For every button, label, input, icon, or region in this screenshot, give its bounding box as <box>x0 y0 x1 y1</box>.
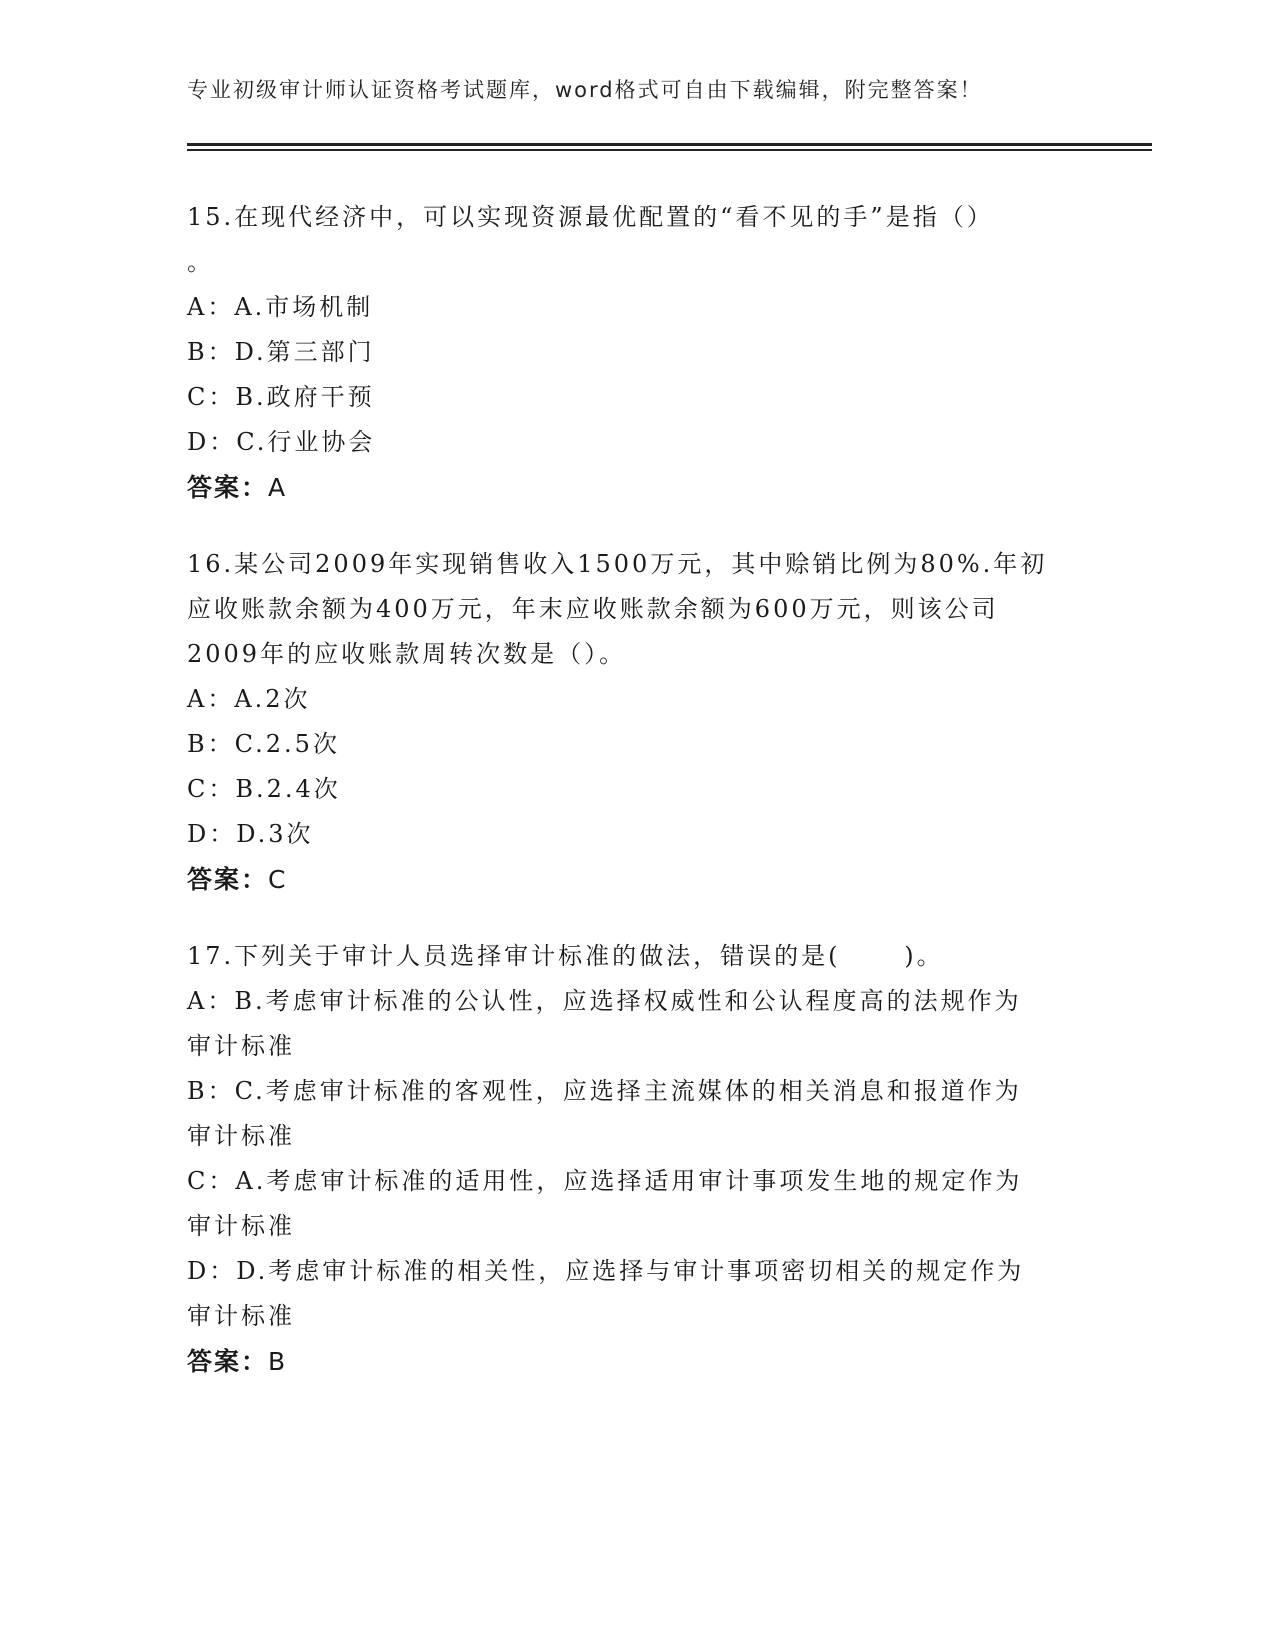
header-divider-thick <box>187 143 1152 146</box>
option-c: C：B.2.4次 <box>187 775 341 803</box>
answer-value: B <box>268 1347 288 1376</box>
option-d: D：D.3次 <box>187 820 314 848</box>
question-stem: 16.某公司2009年实现销售收入1500万元，其中赊销比例为80%.年初 应收账款余额为400万元，年末应收账款余额为600万元，则该公司 2009年的应收账款周转次数是（）。 <box>187 550 1048 668</box>
page-header-text: 专业初级审计师认证资格考试题库，word格式可自由下载编辑，附完整答案！ <box>187 78 983 102</box>
option-d: D：C.行业协会 <box>187 428 376 456</box>
option-b: B：C.考虑审计标准的客观性，应选择主流媒体的相关消息和报道作为 审计标准 <box>187 1077 1022 1150</box>
option-a: A：A.2次 <box>187 685 311 713</box>
answer-label: 答案： <box>187 865 269 894</box>
answer-value: A <box>268 473 288 502</box>
question-15 <box>187 195 1087 511</box>
option-b: B：D.第三部门 <box>187 338 375 366</box>
question-stem: 17.下列关于审计人员选择审计标准的做法，错误的是( )。 <box>187 942 944 970</box>
option-c: C：A.考虑审计标准的适用性，应选择适用审计事项发生地的规定作为 审计标准 <box>187 1167 1023 1240</box>
option-d: D：D.考虑审计标准的相关性，应选择与审计事项密切相关的规定作为 审计标准 <box>187 1257 1025 1330</box>
option-c: C：B.政府干预 <box>187 383 375 411</box>
question-17 <box>187 934 1087 1385</box>
question-stem: 15.在现代经济中，可以实现资源最优配置的“看不见的手”是指（） 。 <box>187 203 994 276</box>
option-a: A：A.市场机制 <box>187 293 374 321</box>
answer-label: 答案： <box>187 473 269 502</box>
answer-label: 答案： <box>187 1347 269 1376</box>
answer-value: C <box>268 865 288 894</box>
answer-line <box>187 1339 1087 1385</box>
option-a: A：B.考虑审计标准的公认性，应选择权威性和公认程度高的法规作为 审计标准 <box>187 987 1022 1060</box>
answer-line <box>187 857 1087 903</box>
option-b: B：C.2.5次 <box>187 730 340 758</box>
header-divider-thin <box>187 149 1152 151</box>
answer-line <box>187 465 1087 511</box>
question-16 <box>187 542 1087 903</box>
